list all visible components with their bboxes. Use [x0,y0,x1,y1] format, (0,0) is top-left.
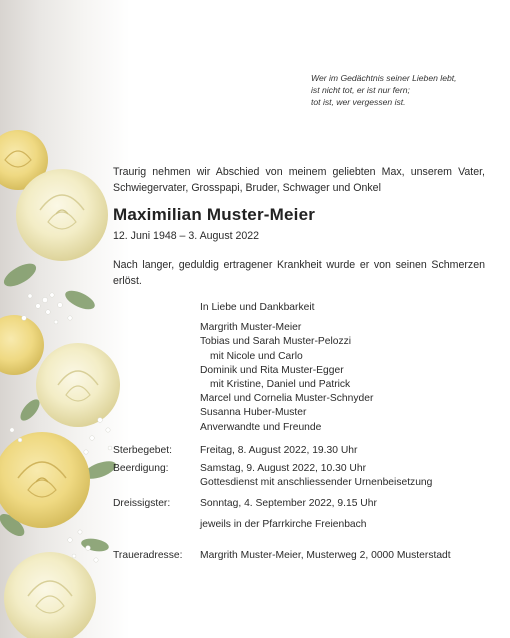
burial-value-detail: Gottesdienst mit anschliessender Urnenbeisetzung [200,477,433,488]
address-label: Traueradresse: [113,550,183,561]
rose-lower-yellow [0,432,90,528]
intro-text: Traurig nehmen wir Abschied von meinem geliebten Max, unserem Vater, Schwiegervater, Grosspapi, Bruder, Schwager und Onkel [113,166,485,194]
burial-label: Beerdigung: [113,463,169,474]
quote-line: tot ist, wer vergessen ist. [311,97,406,107]
mourner-line: mit Nicole und Carlo [210,350,303,362]
life-dates: 12. Juni 1948 – 3. August 2022 [113,230,260,242]
prayer-value: Freitag, 8. August 2022, 19.30 Uhr [200,445,358,456]
mourner-line: Anverwandte und Freunde [200,421,322,433]
quote-line: ist nicht tot, er ist nur fern; [311,85,410,95]
roses-decoration-image [0,0,120,638]
mourner-line: Margrith Muster-Meier [200,322,302,334]
prayer-label: Sterbegebet: [113,445,172,456]
mourner-line: Dominik und Rita Muster-Egger [200,364,344,376]
quote-line: Wer im Gedächtnis seiner Lieben lebt, [311,73,457,83]
mourner-line: Tobias und Sarah Muster-Pelozzi [200,336,352,348]
mourners-list [200,301,373,435]
mourner-line: mit Kristine, Daniel und Patrick [210,379,351,391]
rose-left-yellow [0,315,44,375]
memorial-quote [311,72,501,108]
mourner-line: Susanna Huber-Muster [200,407,307,419]
mourners-greeting: In Liebe und Dankbarkeit [200,302,315,313]
thirtieth-label: Dreissigster: [113,498,171,509]
deceased-name: Maximilian Muster-Meier [113,205,316,224]
church-location: jeweils in der Pfarrkirche Freienbach [200,519,367,530]
rose-upper-white [16,169,108,261]
rose-bottom-white [4,552,96,638]
rose-middle-white [36,343,120,427]
illness-text: Nach langer, geduldig ertragener Krankheit wurde er von seinen Schmerzen erlöst. [113,259,485,287]
mourner-line: Marcel und Cornelia Muster-Schnyder [200,393,374,405]
burial-value: Samstag, 9. August 2022, 10.30 Uhr [200,463,367,474]
address-value: Margrith Muster-Meier, Musterweg 2, 0000 Musterstadt [200,550,451,561]
thirtieth-value: Sonntag, 4. September 2022, 9.15 Uhr [200,498,377,509]
